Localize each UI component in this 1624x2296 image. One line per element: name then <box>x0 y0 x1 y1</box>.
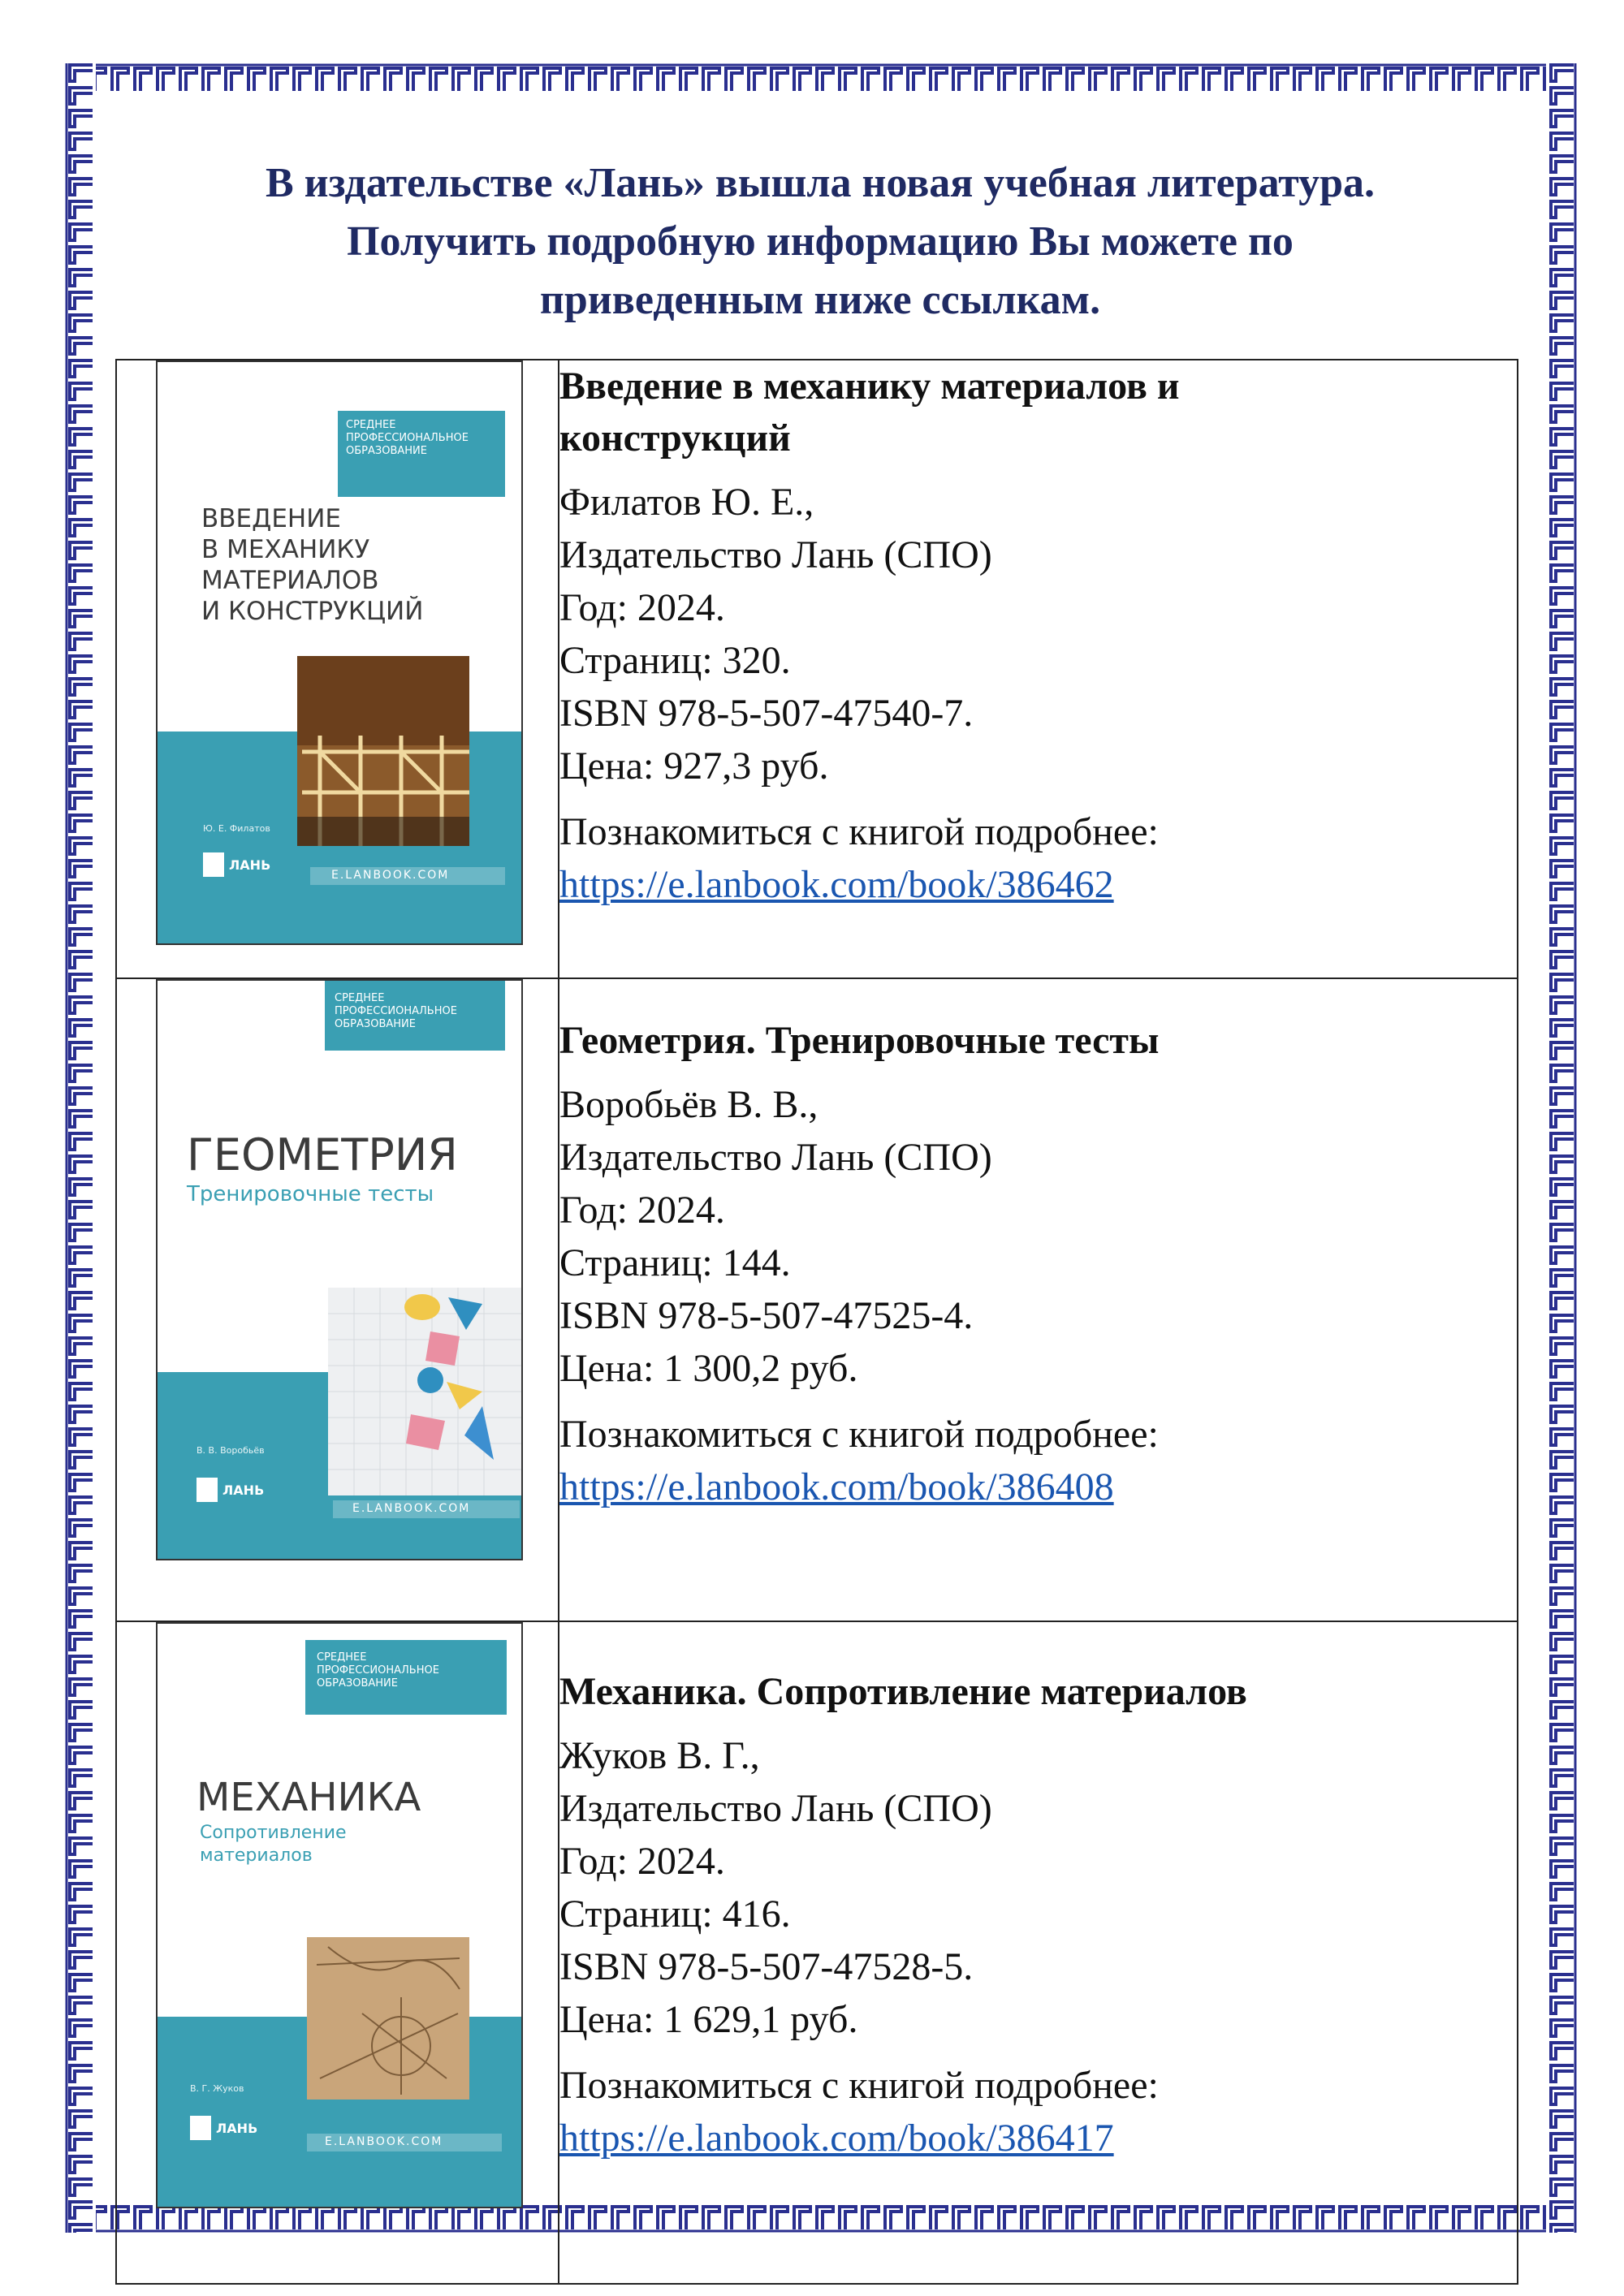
book-more <box>559 2059 1517 2164</box>
book-year: Год: 2024. <box>559 1840 725 1883</box>
cover-subtitle: Тренировочные тесты <box>187 1182 434 1206</box>
cover-art <box>158 1624 521 2207</box>
book-publisher: Издательство Лань (СПО) <box>559 1787 992 1830</box>
book-cover-image <box>156 1622 523 2208</box>
book-info <box>559 978 1518 1621</box>
book-row <box>116 360 1518 978</box>
cover-brand: ЛАНЬ <box>229 857 271 873</box>
cover-cell <box>116 360 559 978</box>
book-isbn: ISBN 978-5-507-47525-4. <box>559 1294 974 1337</box>
cover-title: ГЕОМЕТРИЯ <box>187 1129 458 1180</box>
book-price: Цена: 927,3 руб. <box>559 744 829 788</box>
announcement-header <box>122 154 1518 330</box>
book-title: Геометрия. Тренировочные тесты <box>559 1019 1160 1062</box>
book-row <box>116 978 1518 1621</box>
cover-cell <box>116 1621 559 2284</box>
book-publisher: Издательство Лань (СПО) <box>559 533 992 576</box>
cover-site: E.LANBOOK.COM <box>331 869 450 882</box>
book-pages: Страниц: 416. <box>559 1892 791 1936</box>
book-isbn: ISBN 978-5-507-47528-5. <box>559 1945 974 1988</box>
decorative-border-right <box>1546 63 1577 2233</box>
book-author: Воробьёв В. В., <box>559 1083 818 1126</box>
book-link[interactable]: https://e.lanbook.com/book/386462 <box>559 863 1114 906</box>
books-table <box>115 359 1518 2285</box>
cover-series: СРЕДНЕЕ ПРОФЕССИОНАЛЬНОЕ ОБРАЗОВАНИЕ <box>317 1651 439 1690</box>
cover-author: В. В. Воробьёв <box>197 1445 265 1456</box>
book-more <box>559 805 1517 911</box>
cover-author: Ю. Е. Филатов <box>203 823 270 834</box>
book-price: Цена: 1 300,2 руб. <box>559 1347 858 1390</box>
book-meta <box>559 1078 1517 1395</box>
book-price: Цена: 1 629,1 руб. <box>559 1998 858 2041</box>
book-info <box>559 360 1518 978</box>
book-meta <box>559 1729 1517 2046</box>
cover-brand: ЛАНЬ <box>216 2121 258 2136</box>
cover-title: МЕХАНИКА <box>197 1775 421 1820</box>
book-info <box>559 1621 1518 2284</box>
more-label: Познакомиться с книгой подробнее: <box>559 2064 1159 2107</box>
cover-author: В. Г. Жуков <box>190 2083 244 2094</box>
cover-series: СРЕДНЕЕ ПРОФЕССИОНАЛЬНОЕ ОБРАЗОВАНИЕ <box>346 419 469 457</box>
cover-series: СРЕДНЕЕ ПРОФЕССИОНАЛЬНОЕ ОБРАЗОВАНИЕ <box>335 992 457 1030</box>
book-isbn: ISBN 978-5-507-47540-7. <box>559 692 974 735</box>
book-pages: Страниц: 144. <box>559 1241 791 1284</box>
book-publisher: Издательство Лань (СПО) <box>559 1136 992 1179</box>
cover-art <box>158 981 521 1559</box>
header-line-3: приведенным ниже ссылкам. <box>539 277 1101 323</box>
book-title: Введение в механику материалов и конструкций <box>559 365 1180 460</box>
header-line-2: Получить подробную информацию Вы можете по <box>347 218 1294 265</box>
book-more <box>559 1408 1517 1513</box>
book-cover-image <box>156 360 523 945</box>
book-title: Механика. Сопротивление материалов <box>559 1670 1247 1713</box>
book-row <box>116 1621 1518 2284</box>
decorative-border-left <box>65 63 96 2233</box>
more-label: Познакомиться с книгой подробнее: <box>559 810 1159 853</box>
cover-site: E.LANBOOK.COM <box>325 2135 443 2148</box>
cover-brand: ЛАНЬ <box>222 1482 265 1498</box>
decorative-border-top <box>65 63 1577 94</box>
book-pages: Страниц: 320. <box>559 639 791 682</box>
book-year: Год: 2024. <box>559 586 725 629</box>
cover-subtitle: Сопротивление материалов <box>200 1823 347 1866</box>
more-label: Познакомиться с книгой подробнее: <box>559 1413 1159 1456</box>
book-author: Жуков В. Г., <box>559 1734 760 1777</box>
book-meta <box>559 476 1517 792</box>
book-link[interactable]: https://e.lanbook.com/book/386408 <box>559 1465 1114 1508</box>
cover-site: E.LANBOOK.COM <box>352 1502 471 1515</box>
header-line-1: В издательстве «Лань» вышла новая учебная литература. <box>265 160 1376 206</box>
cover-title: ВВЕДЕНИЕ В МЕХАНИКУ МАТЕРИАЛОВ И КОНСТРУКЦИЙ <box>201 504 424 626</box>
book-link[interactable]: https://e.lanbook.com/book/386417 <box>559 2117 1114 2160</box>
book-author: Филатов Ю. Е., <box>559 481 814 524</box>
book-year: Год: 2024. <box>559 1189 725 1232</box>
cover-cell <box>116 978 559 1621</box>
book-cover-image <box>156 979 523 1560</box>
